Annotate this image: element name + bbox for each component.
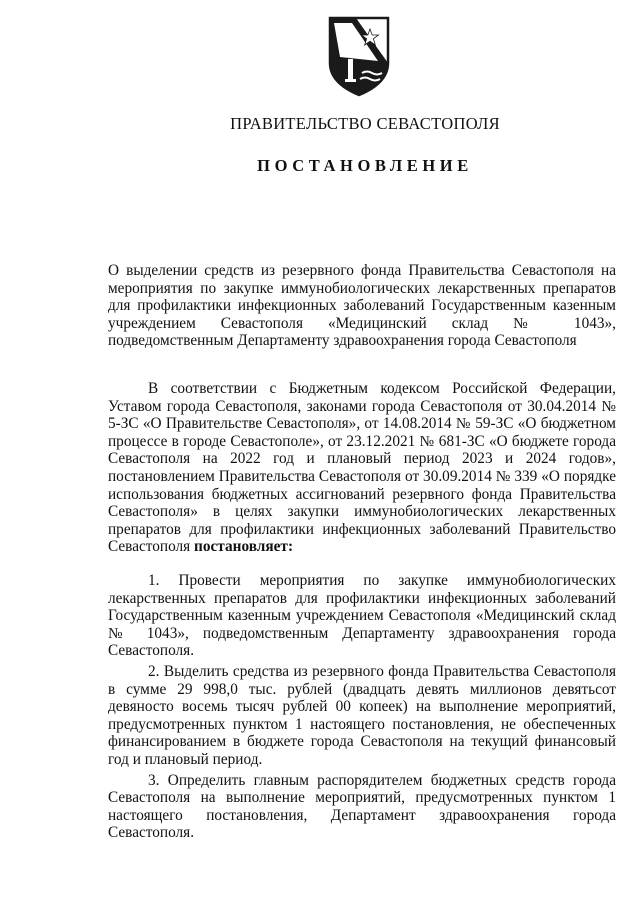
document-subject: О выделении средств из резервного фонда Правительства Севастополя на мероприятия по закупке иммунобиологических лекарственных препаратов для профилактики инфекционных заболеваний Государственным казенным учреждением Севастополя «Медицинский склад № 1043», подведомственным Департаменту здравоохранения города Севастополя [108, 262, 616, 350]
coat-of-arms-icon [326, 15, 392, 97]
resolution-item-2: 2. Выделить средства из резервного фонда Правительства Севастополя в сумме 29 998,0 тыс. рублей (двадцать девять миллионов девятьсот девяносто восемь тысяч рублей 00 копеек) на выполнение мероприятий, предусмотренных пунктом 1 настоящего постановления, не обеспеченных финансированием в бюджете города Севастополя на текущий финансовый год и плановый период. [108, 662, 616, 768]
resolution-items [108, 572, 616, 845]
preamble-resolves-word: постановляет: [194, 538, 294, 556]
preamble-paragraph [108, 380, 616, 556]
resolution-item-1: 1. Провести мероприятия по закупке иммунобиологических лекарственных препаратов для профилактики инфекционных заболеваний Государственным казенным учреждением Севастополя «Медицинский склад № 1043», подведомственным Департаменту здравоохранения города Севастополя. [108, 572, 616, 660]
document-type-title: ПОСТАНОВЛЕНИЕ [257, 156, 473, 175]
preamble-text: В соответствии с Бюджетным кодексом Российской Федерации, Уставом города Севастополя, законами города Севастополя от 30.04.2014 № 5-ЗС «О Правительстве Севастополя», от 14.08.2014 № 59-ЗС «О бюджетном процессе в городе Севастополе», от 23.12.2021 № 681-ЗС «О бюджете города Севастополя на 2022 год и плановый период 2023 и 2024 годов», постановлением Правительства Севастополя от 30.09.2014 № 339 «О порядке использования бюджетных ассигнований резервного фонда Правительства Севастополя» в целях закупки иммунобиологических лекарственных препаратов для профилактики инфекционных заболеваний Правительство Севастополя [108, 380, 616, 556]
government-title: ПРАВИТЕЛЬСТВО СЕВАСТОПОЛЯ [230, 114, 500, 133]
resolution-item-3: 3. Определить главным распорядителем бюджетных средств города Севастополя на выполнение мероприятий, предусмотренных пунктом 1 настоящего постановления, Департамент здравоохранения города Севастополя. [108, 771, 616, 842]
